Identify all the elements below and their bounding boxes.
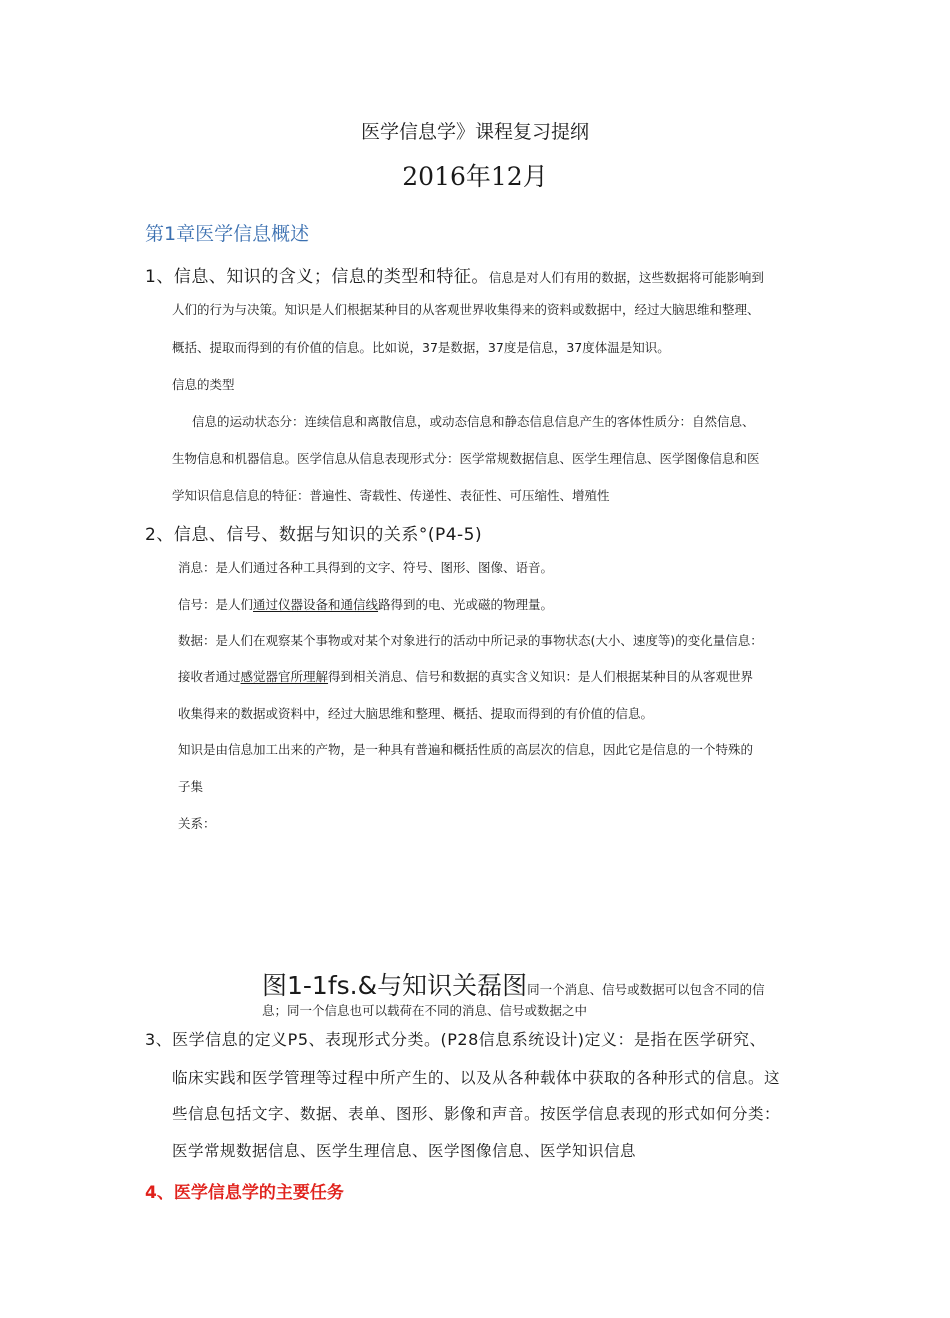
section-3-line4: 医学常规数据信息、医学生理信息、医学图像信息、医学知识信息 [172,1142,637,1160]
figure-tail2: 息；同一个信息也可以载荷在不同的消息、信号或数据之中 [262,1003,588,1018]
data-definition: 数据：是人们在观察某个事物或对某个对象进行的活动中所记录的事物状态(大小、速度等)的变化量信息： [178,633,763,648]
info-types-line2: 生物信息和机器信息。医学信息从信息表现形式分：医学常规数据信息、医学生理信息、医学图像信息和医 [172,451,760,466]
section-1-line2: 人们的行为与决策。知识是人们根据某种目的从客观世界收集得来的资料或数据中，经过大脑思维和整理、 [172,302,760,317]
figure-tail1: 同一个消息、信号或数据可以包含不同的信 [527,982,765,997]
info-types-label: 信息的类型 [172,377,235,392]
knowledge-line2: 子集 [178,779,204,794]
section-2-heading: 2、信息、信号、数据与知识的关系°(P4-5) [145,525,483,545]
info-types-line3: 学知识信息信息的特征：普遍性、寄载性、传递性、表征性、可压缩性、增殖性 [172,488,610,503]
relation-label: 关系： [178,816,216,831]
knowledge-line1: 知识是由信息加工出来的产物，是一种具有普遍和概括性质的高层次的信息，因此它是信息的一个特殊的 [178,742,754,757]
receiver-line [178,667,753,685]
signal-underlined: 通过仪器设备和通信线 [253,597,379,612]
section-3-line3: 些信息包括文字、数据、表单、图形、影像和声音。按医学信息表现的形式如何分类： [172,1105,781,1123]
document-title: 医学信息学》课程复习提纲 [360,121,589,143]
receiver-post: 得到相关消息、信号和数据的真实含义知识：是人们根据某种目的从客观世界 [328,669,754,684]
info-types-line1: 信息的运动状态分：连续信息和离散信息，或动态信息和静态信息信息产生的客体性质分：自然信息、 [192,414,755,429]
document-date: 2016年12月 [402,162,548,191]
signal-post: 路得到的电、光或磁的物理量。 [378,597,554,612]
signal-definition [178,595,553,613]
collect-line: 收集得来的数据或资料中，经过大脑思维和整理、概括、提取而得到的有价值的信息。 [178,706,654,721]
receiver-underlined: 感觉器官所理解 [240,669,329,684]
signal-pre: 信号：是人们 [178,597,254,612]
message-definition: 消息：是人们通过各种工具得到的文字、符号、图形、图像、语音。 [178,560,554,575]
section-3-line2: 临床实践和医学管理等过程中所产生的、以及从各种载体中获取的各种形式的信息。这 [172,1069,781,1087]
section-1-heading-line [145,262,764,287]
chapter-heading: 第1章医学信息概述 [145,223,310,245]
figure-caption: 图1-1fs.&与知识关磊图 [262,971,528,1000]
section-1-line1-tail: 信息是对人们有用的数据，这些数据将可能影响到 [488,270,764,285]
receiver-pre: 接收者通过 [178,669,241,684]
section-3-heading: 3、医学信息的定义P5、表现形式分类。(P28信息系统设计)定义：是指在医学研究、 [145,1030,767,1049]
figure-caption-line [262,966,765,1002]
section-4-heading: 4、医学信息学的主要任务 [145,1183,344,1203]
section-1-line3: 概括、提取而得到的有价值的信息。比如说，37是数据，37度是信息，37度体温是知识。 [172,340,670,355]
section-1-heading: 1、信息、知识的含义；信息的类型和特征。 [145,267,489,287]
